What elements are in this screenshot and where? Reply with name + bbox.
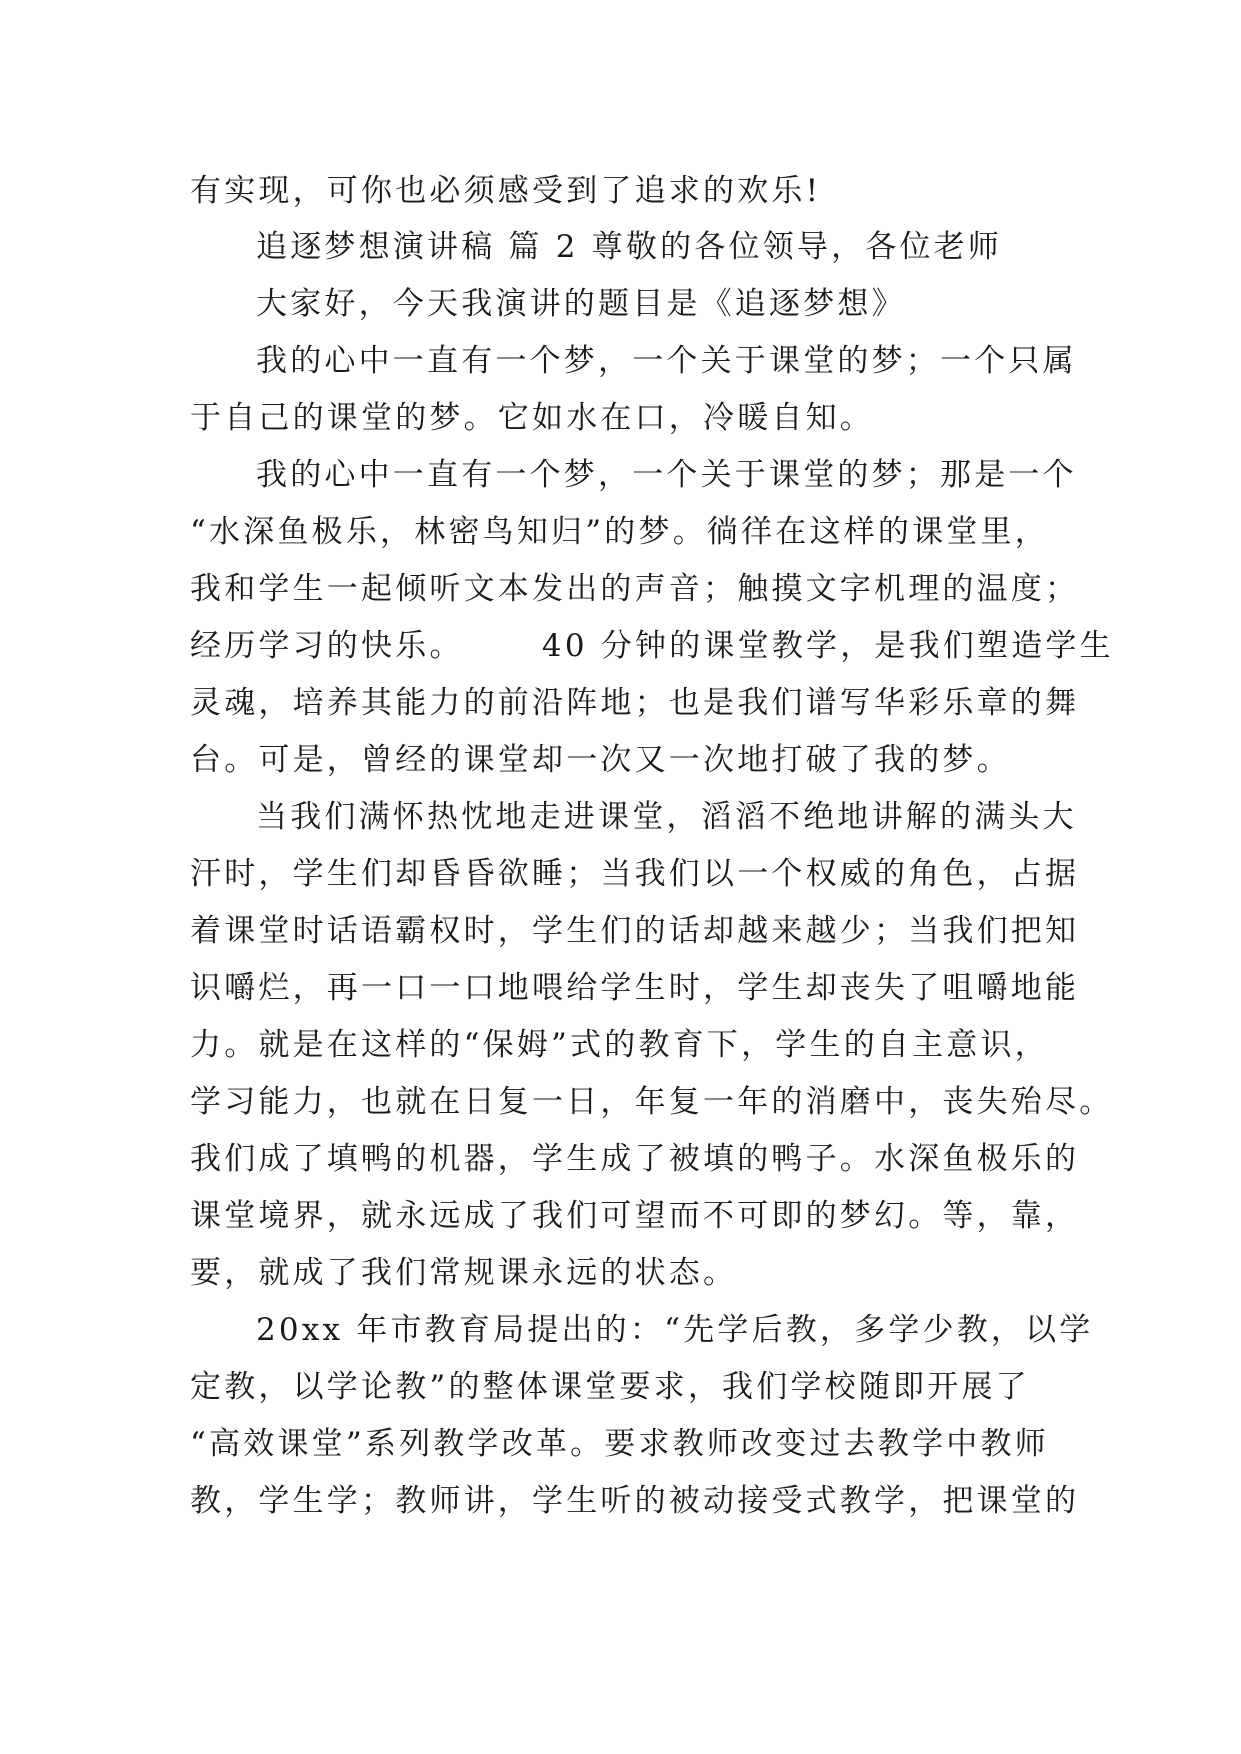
text-line: 识嚼烂，再一口一口地喂给学生时，学生却丧失了咀嚼地能 bbox=[190, 970, 1080, 1006]
text-line: 要，就成了我们常规课永远的状态。 bbox=[190, 1255, 738, 1291]
text-line: 我和学生一起倾听文本发出的声音；触摸文字机理的温度； bbox=[190, 571, 1080, 607]
text-line: 经历学习的快乐。 40 分钟的课堂教学，是我们塑造学生 bbox=[190, 628, 1114, 664]
text-line: 我的心中一直有一个梦，一个关于课堂的梦；一个只属 bbox=[256, 343, 1077, 379]
text-line: 我的心中一直有一个梦，一个关于课堂的梦；那是一个 bbox=[256, 457, 1077, 493]
text-line: 追逐梦想演讲稿 篇 2 尊敬的各位领导，各位老师 bbox=[256, 229, 1003, 265]
text-line: 着课堂时话语霸权时，学生们的话却越来越少；当我们把知 bbox=[190, 913, 1080, 949]
text-line: 教，学生学；教师讲，学生听的被动接受式教学，把课堂的 bbox=[190, 1483, 1080, 1519]
text-line: 台。可是，曾经的课堂却一次又一次地打破了我的梦。 bbox=[190, 742, 1011, 778]
text-line: 20xx 年市教育局提出的：“先学后教，多学少教，以学 bbox=[256, 1312, 1094, 1348]
text-line: 汗时，学生们却昏昏欲睡；当我们以一个权威的角色，占据 bbox=[190, 856, 1080, 892]
text-line: 大家好，今天我演讲的题目是《追逐梦想》 bbox=[256, 286, 906, 322]
text-line: 力。就是在这样的“保姆”式的教育下，学生的自主意识， bbox=[190, 1027, 1049, 1063]
text-line: “水深鱼极乐，林密鸟知归”的梦。徜徉在这样的课堂里， bbox=[190, 514, 1049, 550]
text-line: 有实现，可你也必须感受到了追求的欢乐! bbox=[190, 173, 822, 209]
text-line: 灵魂，培养其能力的前沿阵地；也是我们谱写华彩乐章的舞 bbox=[190, 685, 1080, 721]
text-line: 定教，以学论教”的整体课堂要求，我们学校随即开展了 bbox=[190, 1369, 1030, 1405]
text-line: 于自己的课堂的梦。它如水在口，冷暖自知。 bbox=[190, 400, 874, 436]
text-line: 学习能力，也就在日复一日，年复一年的消磨中，丧失殆尽。 bbox=[190, 1084, 1114, 1120]
text-line: 我们成了填鸭的机器，学生成了被填的鸭子。水深鱼极乐的 bbox=[190, 1141, 1080, 1177]
text-line: 课堂境界，就永远成了我们可望而不可即的梦幻。等，靠， bbox=[190, 1198, 1080, 1234]
text-line: 当我们满怀热忱地走进课堂，滔滔不绝地讲解的满头大 bbox=[256, 799, 1077, 835]
text-line: “高效课堂”系列教学改革。要求教师改变过去教学中教师 bbox=[190, 1426, 1049, 1462]
